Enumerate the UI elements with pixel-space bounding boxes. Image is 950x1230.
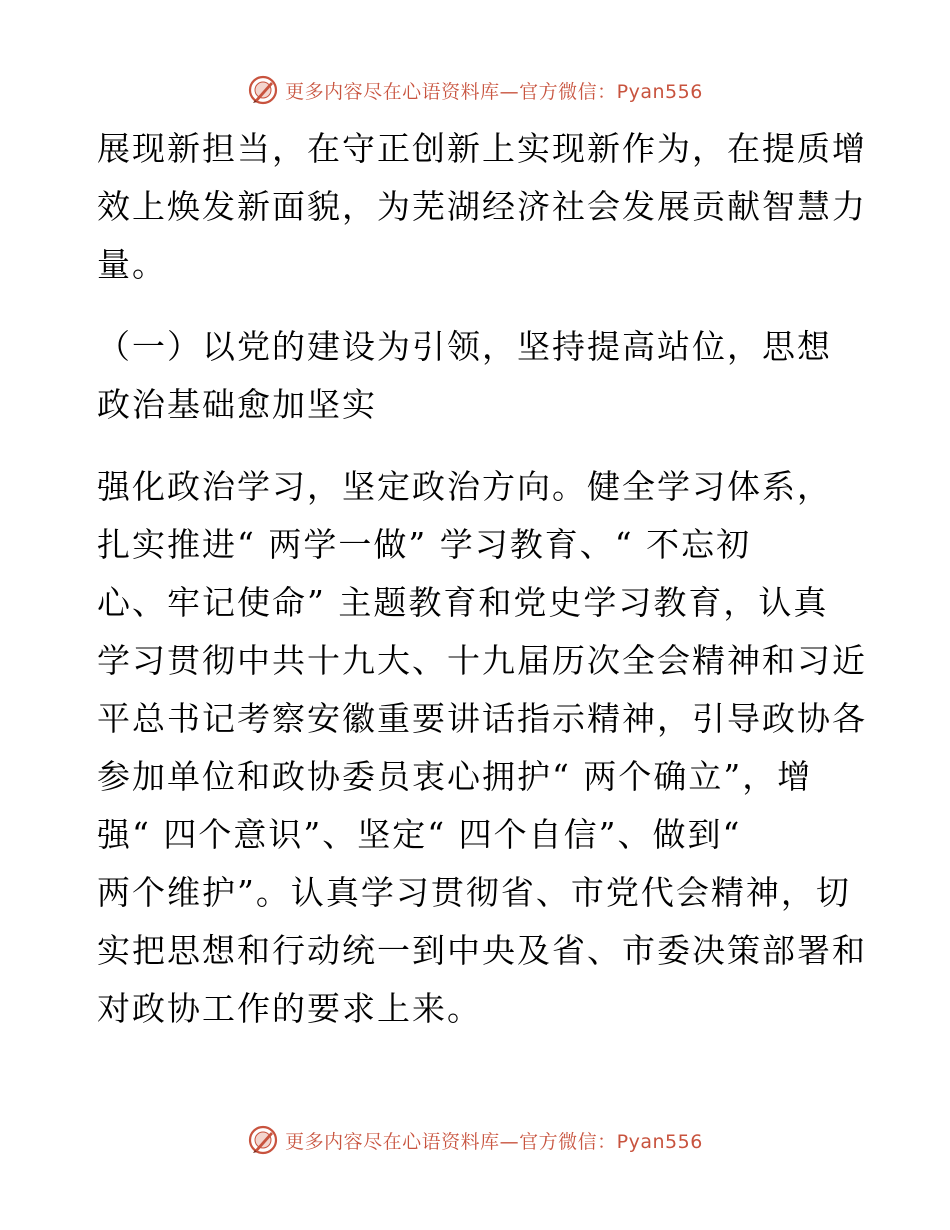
text-line: 参加单位和政协委员衷心拥护“ 两个确立”，增 [97,757,813,796]
section-heading [97,318,857,434]
paragraph [97,458,867,1038]
text-line: 对政协工作的要求上来。 [97,989,482,1028]
text-line: 两个维护”。认真学习贯彻省、市党代会精神，切 [97,873,851,912]
text-line: 平总书记考察安徽重要讲话指示精神，引导政协各 [97,699,867,738]
text-line: 强“ 四个意识”、坚定“ 四个自信”、做到“ [97,815,742,854]
footer-watermark [0,1120,950,1160]
text-line: 政治基础愈加坚实 [97,385,377,424]
paragraph [97,120,867,294]
pen-logo-icon [247,74,279,106]
watermark-text: 更多内容尽在心语资料库—官方微信：Pyan556 [285,80,703,103]
text-line: 心、牢记使命” 主题教育和党史学习教育，认真 [97,583,829,622]
watermark-text: 更多内容尽在心语资料库—官方微信：Pyan556 [285,1130,703,1153]
text-line: 效上焕发新面貌，为芜湖经济社会发展贡献智慧力 [97,187,867,226]
text-line: 强化政治学习，坚定政治方向。健全学习体系， [97,467,832,506]
document-body [97,120,867,1038]
text-line: 扎实推进“ 两学一做” 学习教育、“ 不忘初 [97,525,752,564]
text-line: 学习贯彻中共十九大、十九届历次全会精神和习近 [97,641,867,680]
text-line: 量。 [97,245,167,284]
text-line: 实把思想和行动统一到中央及省、市委决策部署和 [97,931,867,970]
pen-logo-icon [247,1124,279,1156]
text-line: （一）以党的建设为引领，坚持提高站位，思想 [97,327,832,366]
header-watermark [0,70,950,110]
text-line: 展现新担当，在守正创新上实现新作为，在提质增 [97,129,867,168]
